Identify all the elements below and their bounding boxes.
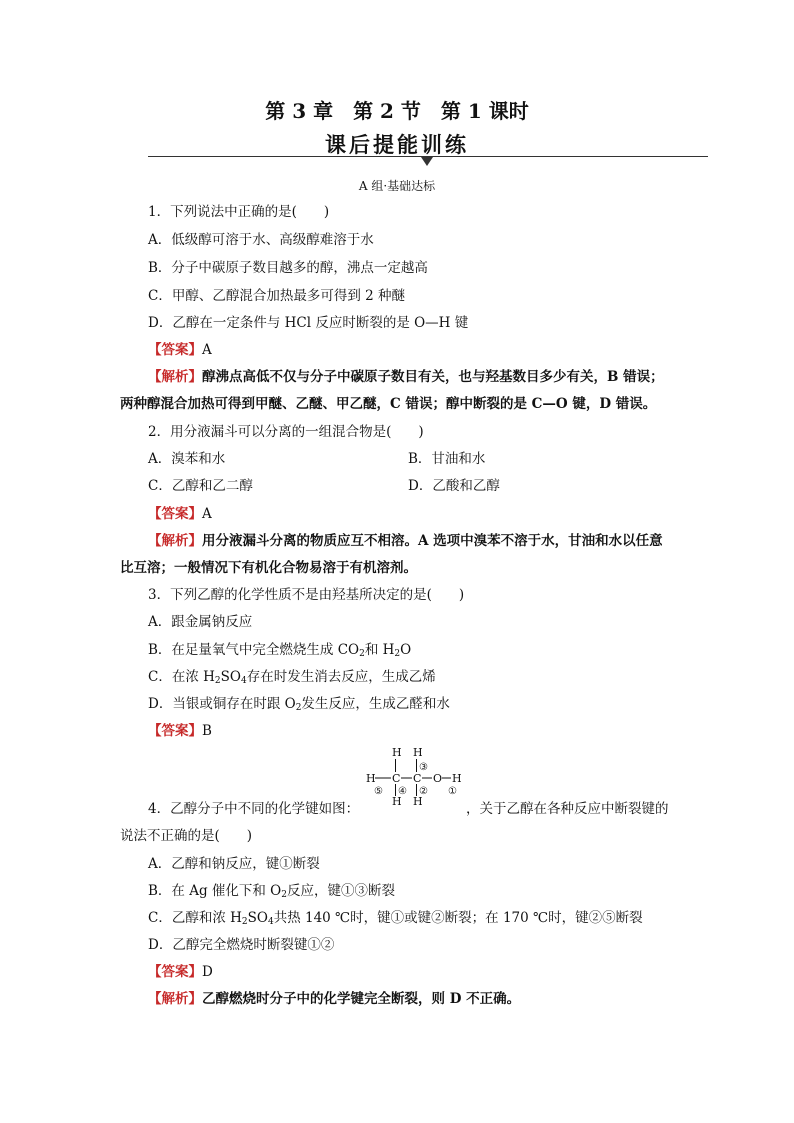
q2-answer	[148, 505, 212, 523]
mol-c2: C	[413, 772, 422, 785]
mol-bond-3: ③	[419, 762, 428, 773]
mol-bond-4: ④	[398, 786, 407, 797]
q1-option-d: D．乙醇在一定条件与 HCl 反应时断裂的是 O—H 键	[148, 315, 469, 331]
chapter-title: 第 3 章 第 2 节 第 1 课时	[265, 99, 529, 123]
q3-c-text: 存在时发生消去反应，生成乙烯	[246, 669, 436, 685]
q4-answer-value: D	[202, 964, 213, 980]
q3-stem: 3．下列乙醇的化学性质不是由羟基所决定的是( )	[148, 587, 465, 603]
q1-option-c: C．甲醇、乙醇混合加热最多可得到 2 种醚	[148, 288, 406, 304]
q4-option-b	[148, 882, 395, 900]
q3-answer-value: B	[202, 723, 212, 739]
q3-d-text: 发生反应，生成乙醛和水	[301, 696, 450, 712]
q1-answer	[148, 341, 212, 359]
q4-b-sub: 2	[281, 890, 287, 900]
q3-d-sub: 2	[295, 703, 302, 713]
answer-tag: 【答案】	[148, 723, 202, 739]
q4-option-d: D．乙醇完全燃烧时断裂键①②	[148, 937, 335, 953]
q4-b-text: 反应，键①③断裂	[287, 883, 395, 899]
answer-tag: 【答案】	[148, 506, 202, 522]
q2-analysis-line1: 用分液漏斗分离的物质应互不相溶。A 选项中溴苯不溶于水，甘油和水以任意	[202, 533, 663, 549]
q4-analysis-text: 乙醇燃烧时分子中的化学键完全断裂，则 D 不正确。	[202, 991, 521, 1007]
q3-b-text: B．在足量氧气中完全燃烧生成 CO	[148, 642, 360, 658]
analysis-tag: 【解析】	[148, 991, 202, 1007]
q1-stem: 1．下列说法中正确的是( )	[148, 204, 330, 220]
q3-b-text: O	[400, 642, 412, 658]
q2-option-b: B．甘油和水	[408, 451, 486, 467]
q3-c-sub: 4	[240, 676, 247, 686]
q3-option-d	[148, 695, 450, 713]
mol-h-top-1: H	[392, 746, 402, 759]
q3-option-b	[148, 641, 411, 659]
divider-arrow-icon	[421, 157, 433, 166]
analysis-tag: 【解析】	[148, 369, 202, 385]
q3-d-text: D．当银或铜存在时跟 O	[148, 696, 296, 712]
answer-tag: 【答案】	[148, 964, 202, 980]
q2-stem: 2．用分液漏斗可以分离的一组混合物是( )	[148, 424, 424, 440]
q2-option-c: C．乙醇和乙二醇	[148, 478, 253, 494]
q2-analysis	[148, 532, 663, 550]
q1-analysis	[148, 368, 664, 386]
q4-c-text: C．乙醇和浓 H	[148, 910, 242, 926]
q1-answer-value: A	[202, 342, 212, 358]
q4-stem-post: ，关于乙醇在各种反应中断裂键的	[466, 801, 669, 817]
q2-answer-value: A	[202, 506, 212, 522]
q4-b-text: B．在 Ag 催化下和 O	[148, 883, 282, 899]
mol-c1: C	[392, 772, 401, 785]
mol-bond-5: ⑤	[374, 786, 383, 797]
q4-stem-pre: 4．乙醇分子中不同的化学键如图：	[148, 801, 360, 817]
q1-analysis-line1: 醇沸点高低不仅与分子中碳原子数目有关，也与羟基数目多少有关，B 错误；	[202, 369, 664, 385]
q3-c-sub: 2	[214, 676, 221, 686]
q1-option-b: B．分子中碳原子数目越多的醇，沸点一定越高	[148, 260, 428, 276]
q2-option-a: A．溴苯和水	[148, 451, 226, 467]
mol-o: O	[433, 772, 443, 785]
q4-c-sub: 4	[267, 917, 274, 927]
q3-option-c	[148, 668, 436, 686]
mol-h-left: H	[366, 772, 376, 785]
q3-c-text: SO	[220, 669, 241, 685]
q3-b-sub: 2	[394, 649, 401, 659]
q1-analysis-line2: 两种醇混合加热可得到甲醚、乙醚、甲乙醚，C 错误；醇中断裂的是 C—O 键，D 错误。	[120, 396, 657, 412]
q4-c-text: 共热 140 ℃时，键①或键②断裂；在 170 ℃时，键②⑤断裂	[273, 910, 643, 926]
q3-option-a: A．跟金属钠反应	[148, 614, 253, 630]
q4-analysis	[148, 990, 520, 1008]
q3-answer	[148, 722, 212, 740]
mol-h-top-2: H	[413, 746, 423, 759]
q2-analysis-line2: 比互溶；一般情况下有机化合物易溶于有机溶剂。	[120, 560, 417, 576]
q4-c-sub: 2	[241, 917, 248, 927]
mol-bond-1: ①	[448, 786, 457, 797]
mol-bond-2: ②	[419, 786, 428, 797]
q4-answer	[148, 963, 213, 981]
q3-b-sub: 2	[359, 649, 365, 659]
mol-h-bot-2: H	[413, 795, 423, 806]
section-subtitle: 课后提能训练	[325, 132, 469, 157]
ethanol-structure-diagram	[360, 746, 470, 806]
q1-option-a: A．低级醇可溶于水、高级醇难溶于水	[148, 232, 374, 248]
q3-b-text: 和 H	[364, 642, 395, 658]
analysis-tag: 【解析】	[148, 533, 202, 549]
mol-h-right: H	[452, 772, 462, 785]
answer-tag: 【答案】	[148, 342, 202, 358]
q4-stem-line2: 说法不正确的是( )	[120, 828, 253, 844]
q4-option-a: A．乙醇和钠反应，键①断裂	[148, 856, 320, 872]
q2-option-d: D．乙酸和乙醇	[408, 478, 500, 494]
q4-c-text: SO	[247, 910, 268, 926]
q4-option-c	[148, 909, 643, 927]
group-heading: A 组·基础达标	[358, 179, 436, 193]
q3-c-text: C．在浓 H	[148, 669, 215, 685]
mol-h-bot-1: H	[392, 795, 402, 806]
